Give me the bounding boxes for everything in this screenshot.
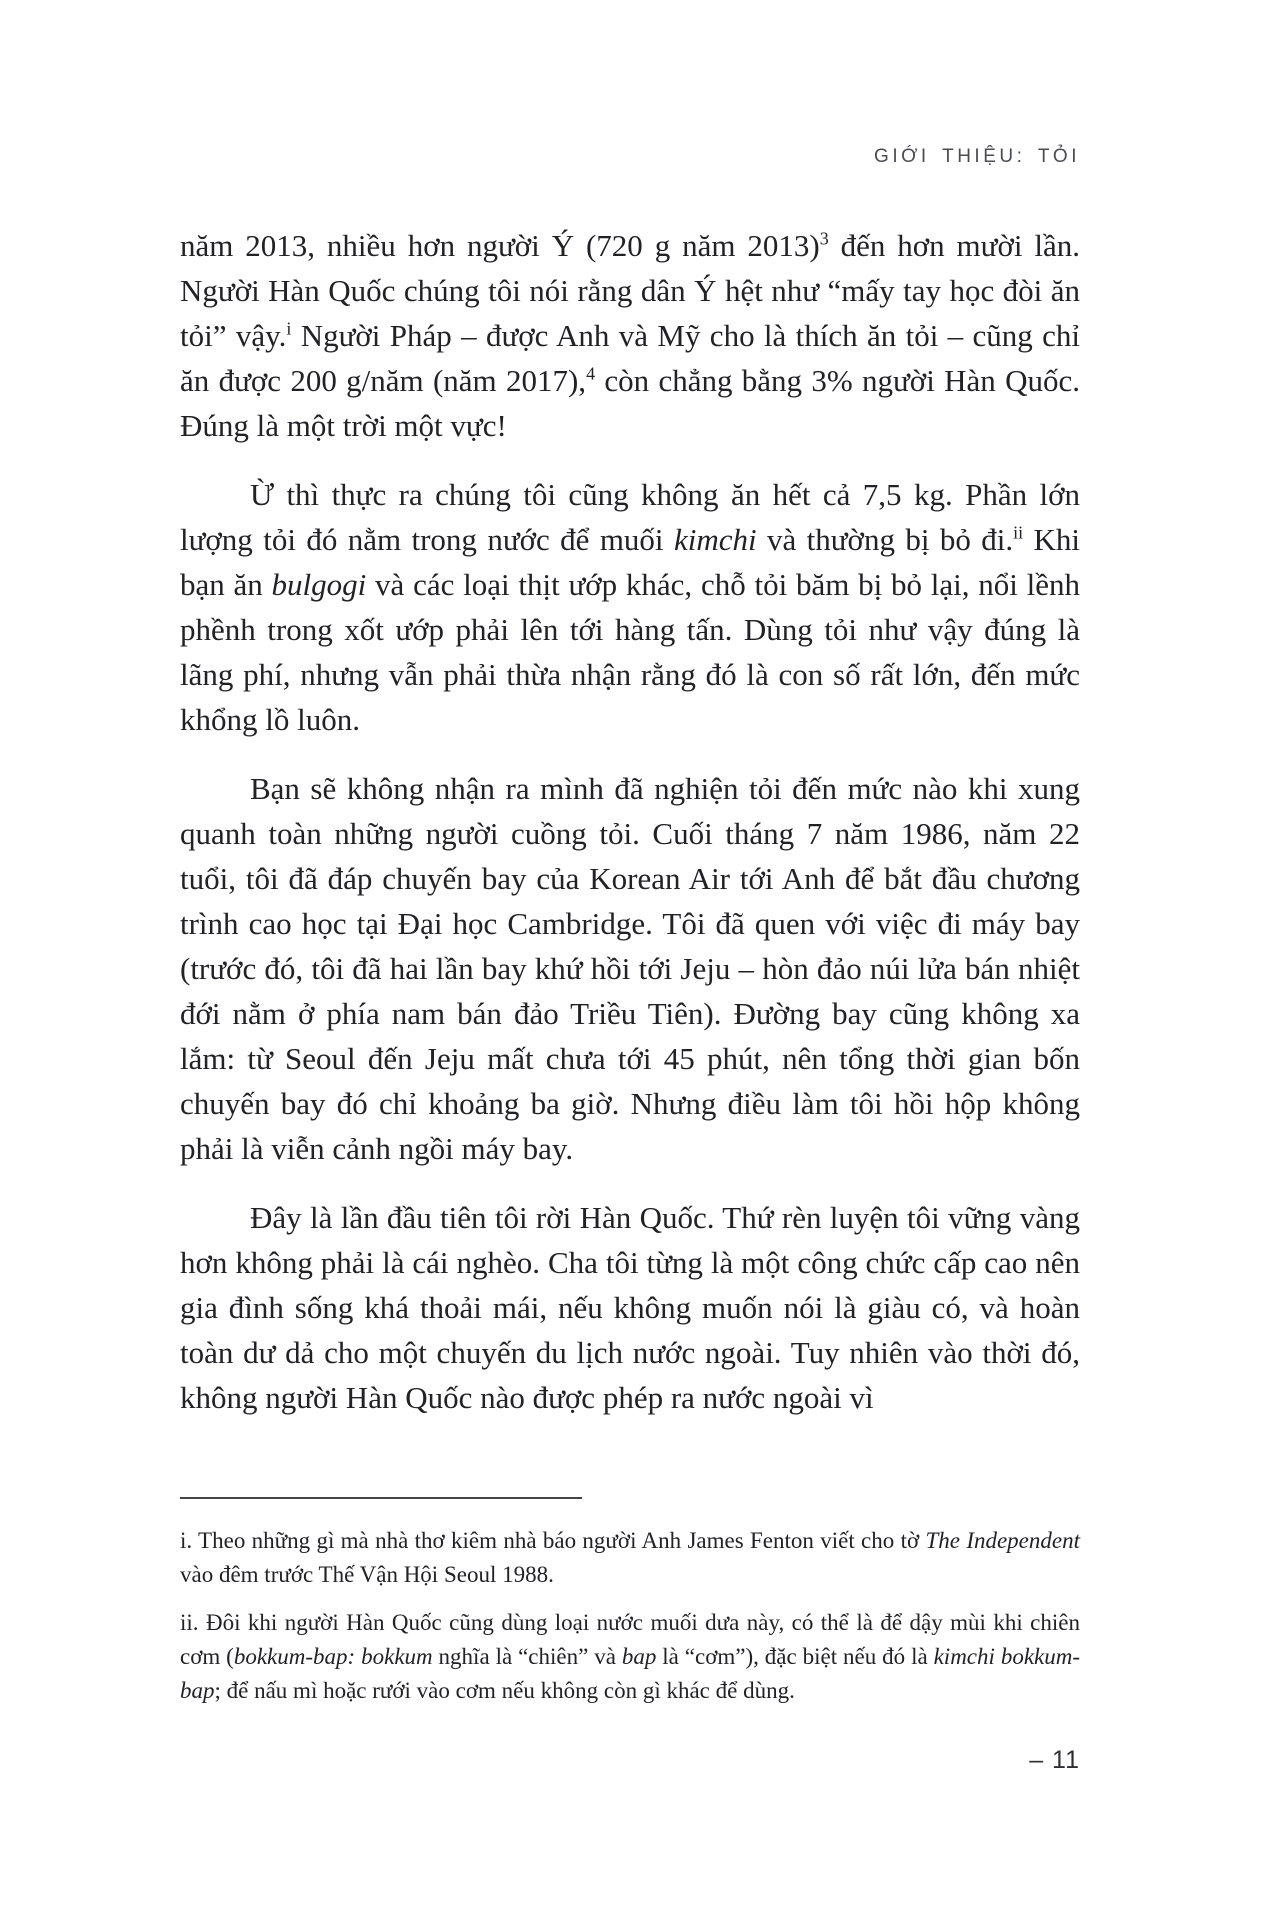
- footnote-separator: [180, 1497, 582, 1499]
- footnote-ref: i: [286, 318, 292, 339]
- footnote-ref: 3: [819, 228, 829, 249]
- text-run: Ừ thì thực ra chúng tôi cũng không ăn hết cả 7,5 kg. Phần lớn lượng tỏi đó nằm trong nước để muối: [180, 477, 1080, 557]
- text-run: là “cơm”), đặc biệt nếu đó là: [656, 1644, 934, 1669]
- text-run: Khi bạn ăn: [180, 522, 1081, 602]
- paragraph: [180, 1195, 1080, 1420]
- footnote: [180, 1606, 1080, 1708]
- paragraph: [180, 472, 1080, 742]
- italic-text: kimchi bokkum-bap: [180, 1644, 1081, 1703]
- italic-text: bokkum-bap: bokkum: [233, 1644, 433, 1669]
- text-run: vào đêm trước Thế Vận Hội Seoul 1988.: [180, 1562, 554, 1587]
- body-text: [180, 223, 1080, 1420]
- text-run: ; để nấu mì hoặc rưới vào cơm nếu không còn gì khác để dùng.: [214, 1678, 795, 1703]
- running-header: GIỚI THIỆU: TỎI: [874, 146, 1080, 167]
- text-run: và thường bị bỏ đi.: [756, 522, 1014, 557]
- paragraph: [180, 766, 1080, 1171]
- text-run: nghĩa là “chiên” và: [432, 1644, 622, 1669]
- text-run: còn chẳng bằng 3% người Hàn Quốc. Đúng là một trời một vực!: [180, 363, 1080, 443]
- italic-text: kimchi: [673, 522, 757, 557]
- italic-text: bap: [621, 1644, 657, 1669]
- paragraph: [180, 223, 1080, 448]
- footnote: [180, 1524, 1080, 1592]
- text-run: Người Pháp – được Anh và Mỹ cho là thích ăn tỏi – cũng chỉ ăn được 200 g/năm (năm 2017),: [180, 318, 1080, 398]
- text-run: Đây là lần đầu tiên tôi rời Hàn Quốc. Thứ rèn luyện tôi vững vàng hơn không phải là cái nghèo. Cha tôi từng là một công chức cấp cao nên gia đình sống khá thoải mái, nếu không muốn nói là giàu có, và hoàn toàn dư dả cho một chuyến du lịch nước ngoài. Tuy nhiên vào thời đó, không người Hàn Quốc nào được phép ra nước ngoài vì: [180, 1200, 1080, 1415]
- page-number: – 11: [1029, 1746, 1080, 1774]
- italic-text: The Independent: [925, 1528, 1080, 1553]
- text-run: và các loại thịt ướp khác, chỗ tỏi băm bị bỏ lại, nổi lềnh phềnh trong xốt ướp phải lên tới hàng tấn. Dùng tỏi như vậy đúng là lãng phí, nhưng vẫn phải thừa nhận rằng đó là con số rất lớn, đến mức khổng lồ luôn.: [180, 567, 1080, 737]
- italic-text: bulgogi: [271, 567, 367, 602]
- text-run: đến hơn mười lần. Người Hàn Quốc chúng tôi nói rằng dân Ý hệt như “mấy tay học đòi ăn tỏi” vậy.: [180, 228, 1080, 353]
- text-run: ii. Đôi khi người Hàn Quốc cũng dùng loại nước muối dưa này, có thể là để dậy mùi khi chiên cơm (: [180, 1610, 1080, 1669]
- footnotes: [180, 1524, 1080, 1708]
- text-run: i. Theo những gì mà nhà thơ kiêm nhà báo người Anh James Fenton viết cho tờ: [180, 1528, 926, 1553]
- text-run: năm 2013, nhiều hơn người Ý (720 g năm 2013): [180, 228, 820, 263]
- footnote-ref: 4: [586, 363, 596, 384]
- text-run: Bạn sẽ không nhận ra mình đã nghiện tỏi đến mức nào khi xung quanh toàn những người cuồng tỏi. Cuối tháng 7 năm 1986, năm 22 tuổi, tôi đã đáp chuyến bay của Korean Air tới Anh để bắt đầu chương trình cao học tại Đại học Cambridge. Tôi đã quen với việc đi máy bay (trước đó, tôi đã hai lần bay khứ hồi tới Jeju – hòn đảo núi lửa bán nhiệt đới nằm ở phía nam bán đảo Triều Tiên). Đường bay cũng không xa lắm: từ Seoul đến Jeju mất chưa tới 45 phút, nên tổng thời gian bốn chuyến bay đó chỉ khoảng ba giờ. Nhưng điều làm tôi hồi hộp không phải là viễn cảnh ngồi máy bay.: [180, 771, 1080, 1166]
- footnote-ref: ii: [1013, 522, 1024, 543]
